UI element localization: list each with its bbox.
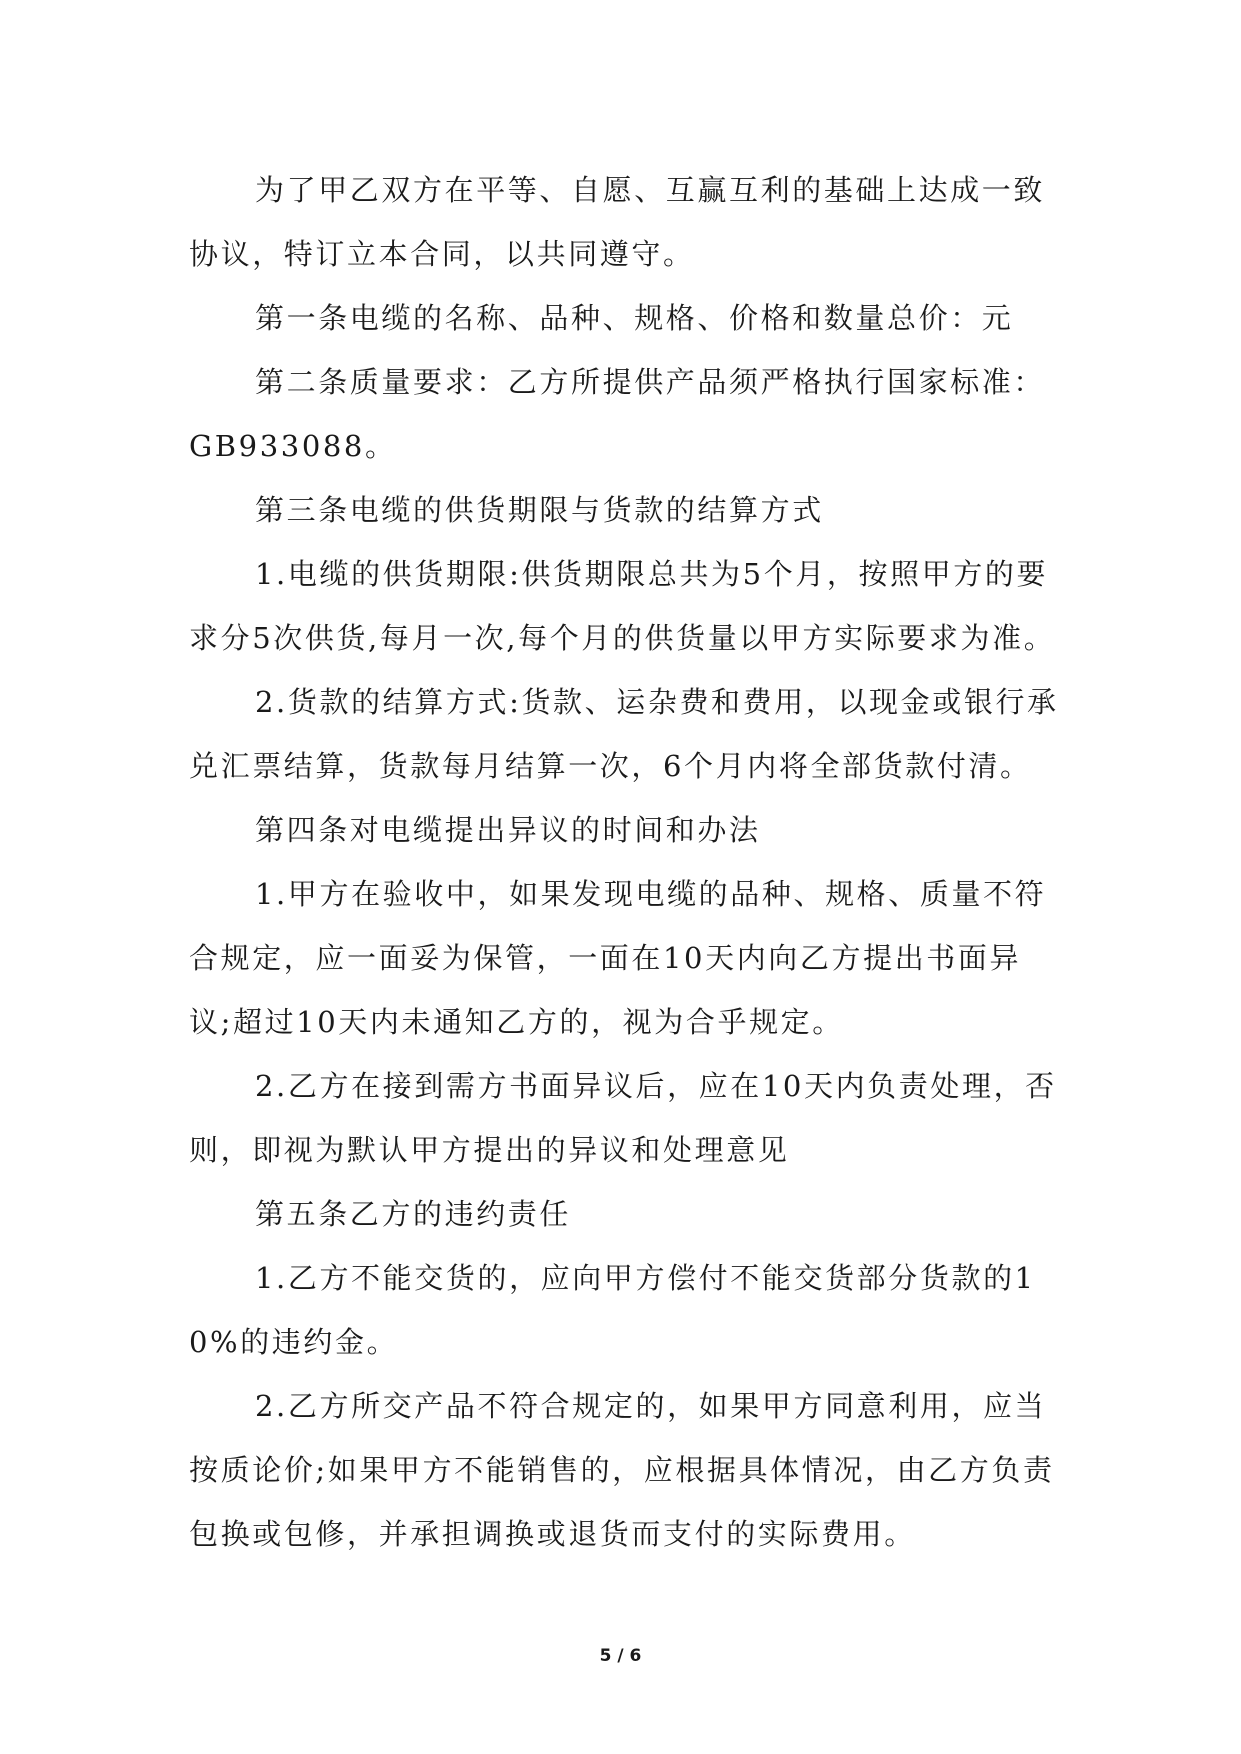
paragraph-article-2: 第二条质量要求：乙方所提供产品须严格执行国家标准：GB933088。 — [189, 365, 1046, 463]
page-number: 5 / 6 — [599, 1646, 642, 1666]
paragraph-article-4-item-1: 1.甲方在验收中，如果发现电缆的品种、规格、质量不符合规定，应一面妥为保管，一面在10天内向乙方提出书面异议;超过10天内未通知乙方的，视为合乎规定。 — [189, 877, 1047, 1039]
paragraph-article-3-heading: 第三条电缆的供货期限与货款的结算方式 — [255, 493, 824, 527]
document-body — [189, 158, 1063, 1566]
paragraph-article-4-item-2: 2.乙方在接到需方书面异议后，应在10天内负责处理，否则，即视为默认甲方提出的异议和处理意见 — [189, 1069, 1057, 1167]
paragraph-article-3-item-1: 1.电缆的供货期限:供货期限总共为5个月，按照甲方的要求分5次供货,每月一次,每个月的供货量以甲方实际要求为准。 — [189, 557, 1056, 655]
paragraph-intro: 为了甲乙双方在平等、自愿、互赢互利的基础上达成一致协议，特订立本合同，以共同遵守。 — [189, 173, 1046, 271]
paragraph-article-5-item-2: 2.乙方所交产品不符合规定的，如果甲方同意利用，应当按质论价;如果甲方不能销售的，应根据具体情况，由乙方负责包换或包修，并承担调换或退货而支付的实际费用。 — [189, 1389, 1055, 1551]
paragraph-article-3-item-2: 2.货款的结算方式:货款、运杂费和费用，以现金或银行承兑汇票结算，货款每月结算一次，6个月内将全部货款付清。 — [189, 685, 1059, 783]
paragraph-article-4-heading: 第四条对电缆提出异议的时间和办法 — [255, 813, 761, 847]
paragraph-article-5-heading: 第五条乙方的违约责任 — [255, 1197, 572, 1231]
paragraph-article-5-item-1: 1.乙方不能交货的，应向甲方偿付不能交货部分货款的10%的违约金。 — [189, 1261, 1036, 1359]
paragraph-article-1: 第一条电缆的名称、品种、规格、价格和数量总价：元 — [255, 301, 1014, 335]
